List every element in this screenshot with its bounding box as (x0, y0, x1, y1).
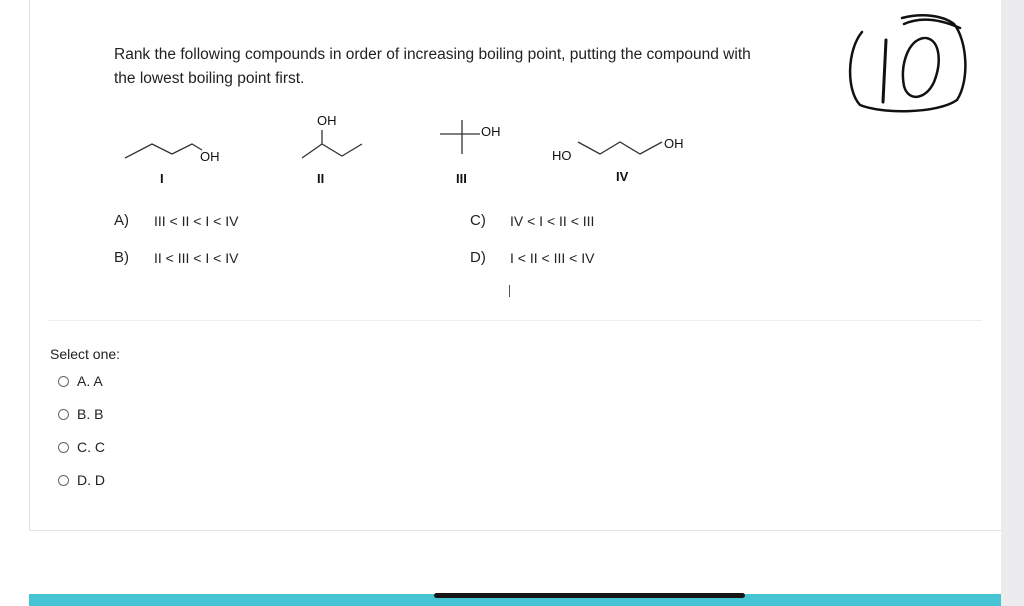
question-line-2: the lowest boiling point first. (114, 70, 305, 87)
structure-iv-oh: OH (664, 136, 684, 151)
question-text (114, 43, 834, 91)
structure-label-iii: III (456, 171, 467, 186)
choice-c-label[interactable]: C. C (77, 439, 105, 455)
structure-iii (440, 120, 480, 154)
option-b-letter: B) (114, 249, 129, 266)
choice-a[interactable] (58, 372, 103, 390)
structure-iv-ho: HO (552, 148, 572, 163)
choice-b-label[interactable]: B. B (77, 406, 104, 422)
choice-b[interactable] (58, 405, 103, 423)
structure-i-oh: OH (200, 149, 220, 164)
option-a-letter: A) (114, 212, 129, 229)
radio-c[interactable] (58, 442, 69, 453)
radio-b[interactable] (58, 409, 69, 420)
option-a-text: III < II < I < IV (154, 213, 239, 229)
structure-ii (302, 130, 362, 158)
structure-label-ii: II (317, 171, 325, 186)
option-c-letter: C) (470, 212, 486, 229)
option-d-letter: D) (470, 249, 486, 266)
choice-d[interactable] (58, 471, 105, 489)
select-one-label: Select one: (50, 346, 121, 362)
scrollbar-gutter[interactable] (1001, 0, 1024, 606)
option-d-text: I < II < III < IV (510, 250, 595, 266)
structure-ii-oh: OH (317, 113, 337, 128)
option-c-text: IV < I < II < III (510, 213, 595, 229)
choice-a-label[interactable]: A. A (77, 373, 103, 389)
home-indicator[interactable] (434, 593, 745, 598)
structure-label-iv: IV (616, 169, 629, 184)
choice-c[interactable] (58, 438, 105, 456)
question-line-1: Rank the following compounds in order of increasing boiling point, putting the compound with (114, 46, 751, 63)
option-b-text: II < III < I < IV (154, 250, 239, 266)
divider (48, 320, 982, 321)
radio-d[interactable] (58, 475, 69, 486)
structure-label-i: I (160, 171, 164, 186)
text-cursor (509, 285, 510, 297)
structure-iv (578, 142, 662, 154)
choice-d-label[interactable]: D. D (77, 472, 105, 488)
structure-i (125, 144, 202, 158)
structure-iii-oh: OH (481, 124, 501, 139)
radio-a[interactable] (58, 376, 69, 387)
handwritten-annotation-icon (842, 10, 970, 116)
